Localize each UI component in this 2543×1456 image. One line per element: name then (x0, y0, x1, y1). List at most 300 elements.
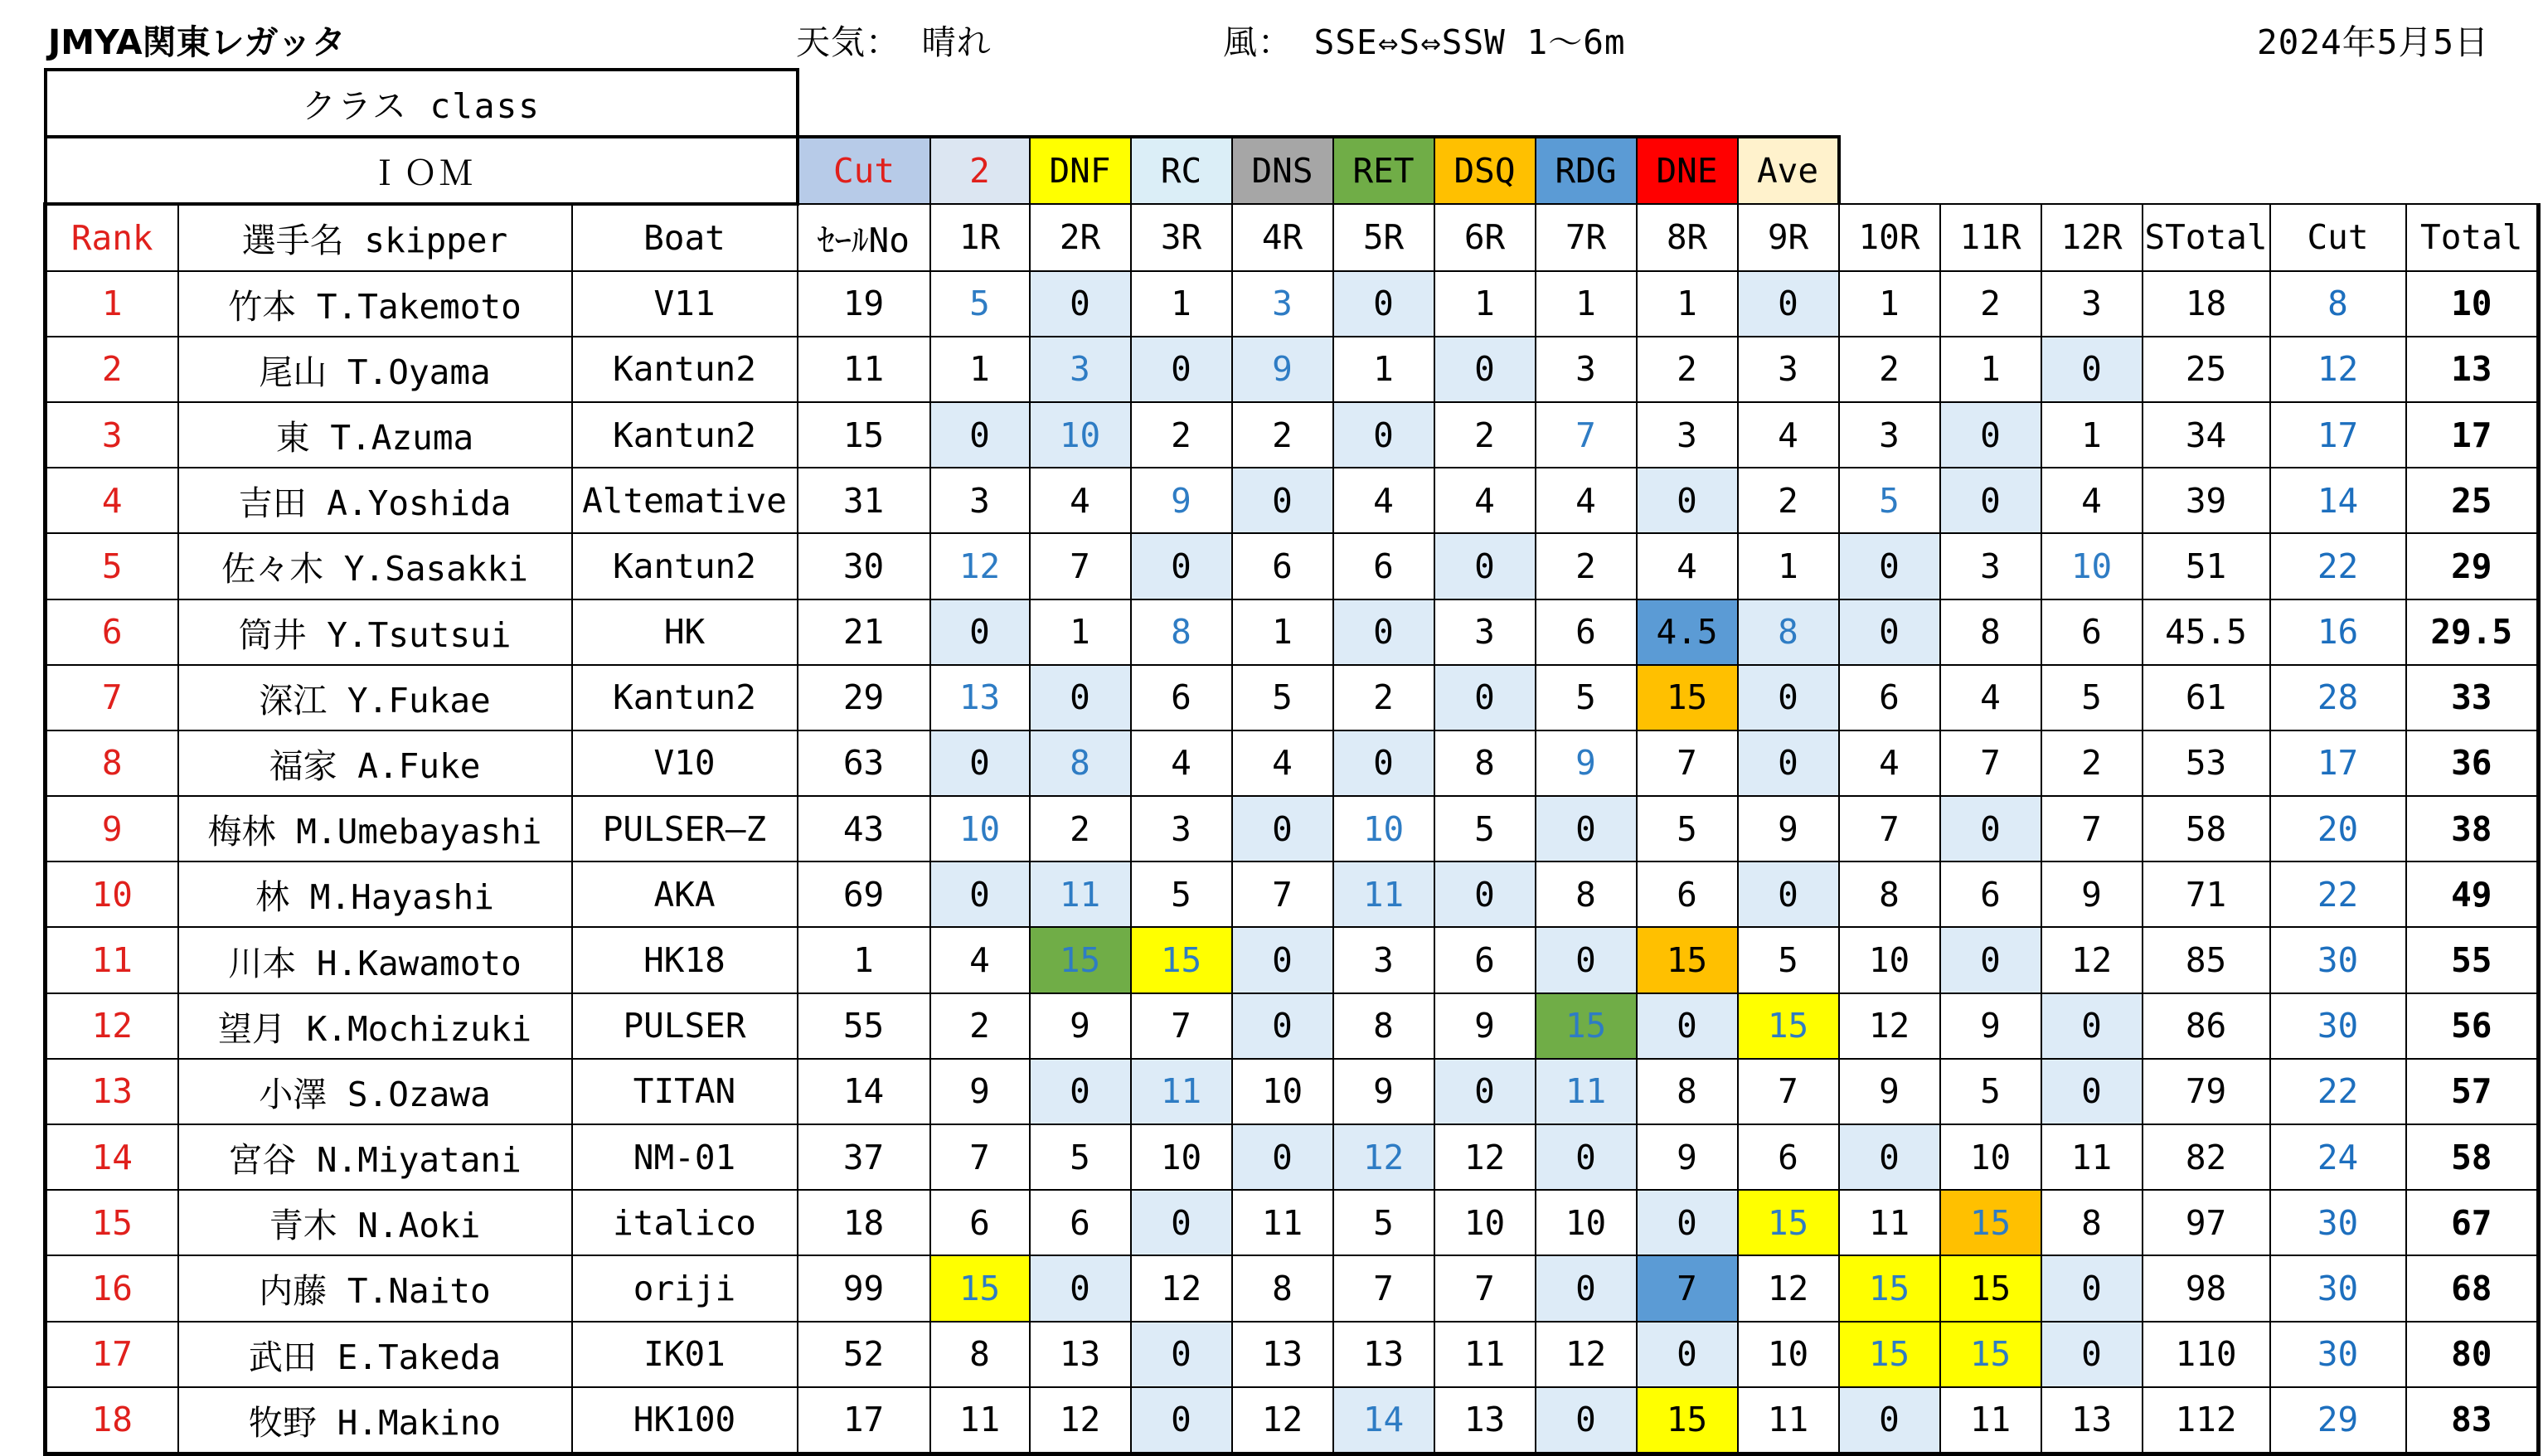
rank-cell: 5 (46, 533, 178, 599)
col-header: 3R (1131, 204, 1232, 270)
rank-cell: 16 (46, 1255, 178, 1321)
race-score-cell: 0 (1434, 861, 1536, 927)
sail-no-cell: 69 (798, 861, 930, 927)
stotal-cell: 110 (2143, 1322, 2270, 1387)
sail-no-cell: 52 (798, 1322, 930, 1387)
rank-cell: 10 (46, 861, 178, 927)
race-score-cell: 7 (1030, 533, 1131, 599)
race-score-cell: 6 (1738, 1124, 1839, 1190)
col-header: 7R (1536, 204, 1637, 270)
total-cell: 58 (2406, 1124, 2539, 1190)
race-score-cell: 0 (1940, 468, 2041, 533)
race-score-cell: 1 (1536, 271, 1637, 337)
col-header: Total (2406, 204, 2539, 270)
race-score-cell: 15 (1940, 1190, 2041, 1255)
race-score-cell: 11 (1839, 1190, 1940, 1255)
race-score-cell: 15 (1637, 1387, 1738, 1454)
race-score-cell: 10 (1131, 1124, 1232, 1190)
race-score-cell: 15 (1940, 1255, 2041, 1321)
stotal-cell: 34 (2143, 402, 2270, 468)
race-score-cell: 1 (1434, 271, 1536, 337)
race-score-cell: 5 (1030, 1124, 1131, 1190)
race-score-cell: 6 (1232, 533, 1333, 599)
race-score-cell: 15 (1536, 993, 1637, 1059)
stotal-cell: 82 (2143, 1124, 2270, 1190)
stotal-cell: 61 (2143, 665, 2270, 730)
race-score-cell: 3 (1434, 599, 1536, 665)
race-score-cell: 6 (930, 1190, 1030, 1255)
cut-cell: 12 (2270, 337, 2406, 402)
race-score-cell: 1 (1940, 337, 2041, 402)
boat-cell: AKA (572, 861, 798, 927)
sail-no-cell: 14 (798, 1059, 930, 1124)
race-score-cell: 10 (2041, 533, 2143, 599)
race-score-cell: 9 (1131, 468, 1232, 533)
race-score-cell: 12 (1030, 1387, 1131, 1454)
race-score-cell: 3 (1738, 337, 1839, 402)
cut-cell: 30 (2270, 927, 2406, 993)
race-score-cell: 0 (1333, 730, 1434, 796)
sail-no-cell: 63 (798, 730, 930, 796)
rank-cell: 8 (46, 730, 178, 796)
race-score-cell: 7 (1637, 730, 1738, 796)
table-row (46, 927, 2539, 993)
race-score-cell: 2 (1333, 665, 1434, 730)
race-score-cell: 0 (1738, 665, 1839, 730)
race-score-cell: 5 (1131, 861, 1232, 927)
boat-cell: Kantun2 (572, 337, 798, 402)
race-score-cell: 0 (2041, 337, 2143, 402)
boat-cell: HK18 (572, 927, 798, 993)
rank-cell: 14 (46, 1124, 178, 1190)
table-row (46, 468, 2539, 533)
race-score-cell: 6 (1434, 927, 1536, 993)
race-score-cell: 5 (1940, 1059, 2041, 1124)
race-score-cell: 8 (1333, 993, 1434, 1059)
race-score-cell: 6 (1637, 861, 1738, 927)
race-score-cell: 0 (930, 599, 1030, 665)
table-row (46, 1059, 2539, 1124)
rank-cell: 1 (46, 271, 178, 337)
race-score-cell: 12 (1232, 1387, 1333, 1454)
race-score-cell: 2 (1434, 402, 1536, 468)
table-row (46, 599, 2539, 665)
stotal-cell: 71 (2143, 861, 2270, 927)
race-score-cell: 11 (1738, 1387, 1839, 1454)
race-score-cell: 0 (1839, 599, 1940, 665)
legend-ret: RET (1333, 137, 1434, 204)
total-cell: 36 (2406, 730, 2539, 796)
class-label-cell: クラス class (46, 70, 798, 137)
total-cell: 29 (2406, 533, 2539, 599)
race-score-cell: 0 (930, 861, 1030, 927)
race-score-cell: 11 (1030, 861, 1131, 927)
col-header: 2R (1030, 204, 1131, 270)
race-score-cell: 9 (930, 1059, 1030, 1124)
sail-no-cell: 43 (798, 796, 930, 861)
race-score-cell: 0 (1232, 993, 1333, 1059)
stotal-cell: 97 (2143, 1190, 2270, 1255)
skipper-cell: 尾山 T.Oyama (178, 337, 572, 402)
cut-cell: 17 (2270, 402, 2406, 468)
race-score-cell: 13 (1232, 1322, 1333, 1387)
table-row (46, 665, 2539, 730)
cut-cell: 14 (2270, 468, 2406, 533)
race-score-cell: 9 (1536, 730, 1637, 796)
total-cell: 56 (2406, 993, 2539, 1059)
race-score-cell: 12 (1434, 1124, 1536, 1190)
race-score-cell: 15 (1131, 927, 1232, 993)
cut-cell: 28 (2270, 665, 2406, 730)
race-score-cell: 1 (1333, 337, 1434, 402)
legend-ave: Ave (1738, 137, 1839, 204)
skipper-cell: 福家 A.Fuke (178, 730, 572, 796)
race-score-cell: 1 (930, 337, 1030, 402)
race-score-cell: 0 (1637, 1322, 1738, 1387)
legend-2: 2 (930, 137, 1030, 204)
skipper-cell: 東 T.Azuma (178, 402, 572, 468)
race-score-cell: 6 (1536, 599, 1637, 665)
race-score-cell: 0 (1434, 665, 1536, 730)
race-score-cell: 0 (1536, 796, 1637, 861)
cut-cell: 22 (2270, 861, 2406, 927)
rank-cell: 6 (46, 599, 178, 665)
race-score-cell: 10 (1434, 1190, 1536, 1255)
race-score-cell: 8 (1839, 861, 1940, 927)
race-score-cell: 4 (930, 927, 1030, 993)
race-score-cell: 11 (930, 1387, 1030, 1454)
rank-cell: 15 (46, 1190, 178, 1255)
col-header: Rank (46, 204, 178, 270)
race-score-cell: 7 (1333, 1255, 1434, 1321)
race-score-cell: 0 (2041, 1059, 2143, 1124)
race-score-cell: 0 (1232, 1124, 1333, 1190)
race-score-cell: 12 (930, 533, 1030, 599)
sail-no-cell: 1 (798, 927, 930, 993)
race-score-cell: 15 (1738, 1190, 1839, 1255)
race-score-cell: 12 (2041, 927, 2143, 993)
race-score-cell: 0 (1131, 1190, 1232, 1255)
race-score-cell: 8 (1940, 599, 2041, 665)
race-score-cell: 5 (1232, 665, 1333, 730)
race-score-cell: 8 (930, 1322, 1030, 1387)
race-score-cell: 4 (1738, 402, 1839, 468)
race-score-cell: 9 (1738, 796, 1839, 861)
race-score-cell: 13 (1030, 1322, 1131, 1387)
race-score-cell: 5 (1839, 468, 1940, 533)
total-cell: 83 (2406, 1387, 2539, 1454)
total-cell: 33 (2406, 665, 2539, 730)
race-score-cell: 5 (2041, 665, 2143, 730)
skipper-cell: 内藤 T.Naito (178, 1255, 572, 1321)
total-cell: 80 (2406, 1322, 2539, 1387)
col-header: ｾｰﾙNo (798, 204, 930, 270)
race-score-cell: 12 (1131, 1255, 1232, 1321)
race-score-cell: 4 (1434, 468, 1536, 533)
race-score-cell: 5 (1738, 927, 1839, 993)
race-score-cell: 6 (1030, 1190, 1131, 1255)
race-score-cell: 4 (1333, 468, 1434, 533)
sail-no-cell: 17 (798, 1387, 930, 1454)
cut-cell: 16 (2270, 599, 2406, 665)
wind-text: 風： SSE⇔S⇔SSW 1～6m (1223, 22, 1626, 62)
total-cell: 57 (2406, 1059, 2539, 1124)
table-row (46, 402, 2539, 468)
race-score-cell: 5 (1434, 796, 1536, 861)
race-score-cell: 3 (1940, 533, 2041, 599)
total-cell: 29.5 (2406, 599, 2539, 665)
cut-cell: 30 (2270, 1190, 2406, 1255)
cut-cell: 20 (2270, 796, 2406, 861)
rank-cell: 7 (46, 665, 178, 730)
race-score-cell: 2 (1839, 337, 1940, 402)
stotal-cell: 51 (2143, 533, 2270, 599)
rank-cell: 9 (46, 796, 178, 861)
total-cell: 68 (2406, 1255, 2539, 1321)
skipper-cell: 梅林 M.Umebayashi (178, 796, 572, 861)
stotal-cell: 39 (2143, 468, 2270, 533)
boat-cell: Kantun2 (572, 665, 798, 730)
race-score-cell: 7 (1536, 402, 1637, 468)
race-score-cell: 8 (1637, 1059, 1738, 1124)
cut-cell: 30 (2270, 1322, 2406, 1387)
race-score-cell: 2 (1536, 533, 1637, 599)
skipper-cell: 小澤 S.Ozawa (178, 1059, 572, 1124)
race-score-cell: 2 (1030, 796, 1131, 861)
stotal-cell: 79 (2143, 1059, 2270, 1124)
race-score-cell: 13 (2041, 1387, 2143, 1454)
col-header: 1R (930, 204, 1030, 270)
sail-no-cell: 18 (798, 1190, 930, 1255)
race-score-cell: 5 (930, 271, 1030, 337)
race-score-cell: 9 (1839, 1059, 1940, 1124)
race-score-cell: 0 (1333, 599, 1434, 665)
skipper-cell: 武田 E.Takeda (178, 1322, 572, 1387)
race-score-cell: 9 (1232, 337, 1333, 402)
race-score-cell: 0 (1637, 993, 1738, 1059)
rank-cell: 17 (46, 1322, 178, 1387)
col-header: STotal (2143, 204, 2270, 270)
race-score-cell: 10 (1536, 1190, 1637, 1255)
race-score-cell: 12 (1839, 993, 1940, 1059)
rank-cell: 3 (46, 402, 178, 468)
legend-rdg: RDG (1536, 137, 1637, 204)
legend-dne: DNE (1637, 137, 1738, 204)
race-score-cell: 9 (1940, 993, 2041, 1059)
race-score-cell: 13 (1434, 1387, 1536, 1454)
table-row (46, 271, 2539, 337)
race-score-cell: 6 (1131, 665, 1232, 730)
race-score-cell: 12 (1738, 1255, 1839, 1321)
table-row (46, 1190, 2539, 1255)
col-header: 9R (1738, 204, 1839, 270)
race-score-cell: 3 (1030, 337, 1131, 402)
race-score-cell: 0 (1536, 1387, 1637, 1454)
boat-cell: PULSER―Z (572, 796, 798, 861)
race-score-cell: 3 (930, 468, 1030, 533)
race-score-cell: 4 (1536, 468, 1637, 533)
cut-cell: 8 (2270, 271, 2406, 337)
race-score-cell: 3 (1131, 796, 1232, 861)
table-row (46, 861, 2539, 927)
results-sheet (43, 68, 2541, 1456)
sail-no-cell: 29 (798, 665, 930, 730)
race-score-cell: 3 (1637, 402, 1738, 468)
boat-cell: Altemative (572, 468, 798, 533)
race-score-cell: 4.5 (1637, 599, 1738, 665)
results-table (43, 68, 2541, 1456)
race-score-cell: 8 (1738, 599, 1839, 665)
legend-dns: DNS (1232, 137, 1333, 204)
race-score-cell: 0 (1940, 796, 2041, 861)
race-score-cell: 15 (1030, 927, 1131, 993)
race-score-cell: 7 (1637, 1255, 1738, 1321)
stotal-cell: 112 (2143, 1387, 2270, 1454)
total-cell: 67 (2406, 1190, 2539, 1255)
stotal-cell: 58 (2143, 796, 2270, 861)
boat-cell: Kantun2 (572, 402, 798, 468)
table-row (46, 1255, 2539, 1321)
race-score-cell: 7 (930, 1124, 1030, 1190)
race-score-cell: 11 (1232, 1190, 1333, 1255)
stotal-cell: 53 (2143, 730, 2270, 796)
total-cell: 10 (2406, 271, 2539, 337)
boat-cell: NM-01 (572, 1124, 798, 1190)
cut-cell: 22 (2270, 533, 2406, 599)
race-score-cell: 0 (1738, 861, 1839, 927)
col-header: Cut (2270, 204, 2406, 270)
race-score-cell: 2 (1738, 468, 1839, 533)
table-row (46, 533, 2539, 599)
cut-cell: 22 (2270, 1059, 2406, 1124)
cut-cell: 24 (2270, 1124, 2406, 1190)
race-score-cell: 10 (1030, 402, 1131, 468)
race-score-cell: 0 (1232, 927, 1333, 993)
total-cell: 13 (2406, 337, 2539, 402)
race-score-cell: 8 (2041, 1190, 2143, 1255)
race-score-cell: 4 (1131, 730, 1232, 796)
col-header: 8R (1637, 204, 1738, 270)
table-row (46, 993, 2539, 1059)
race-score-cell: 0 (1030, 1059, 1131, 1124)
race-score-cell: 1 (1030, 599, 1131, 665)
boat-cell: HK100 (572, 1387, 798, 1454)
col-header: Boat (572, 204, 798, 270)
sail-no-cell: 37 (798, 1124, 930, 1190)
skipper-cell: 望月 K.Mochizuki (178, 993, 572, 1059)
race-score-cell: 6 (1333, 533, 1434, 599)
stotal-cell: 25 (2143, 337, 2270, 402)
col-header: 12R (2041, 204, 2143, 270)
race-score-cell: 0 (1030, 271, 1131, 337)
race-score-cell: 8 (1232, 1255, 1333, 1321)
sail-no-cell: 31 (798, 468, 930, 533)
legend-dsq: DSQ (1434, 137, 1536, 204)
sail-no-cell: 11 (798, 337, 930, 402)
race-score-cell: 0 (1637, 1190, 1738, 1255)
total-cell: 49 (2406, 861, 2539, 927)
race-score-cell: 0 (1839, 533, 1940, 599)
race-score-cell: 15 (930, 1255, 1030, 1321)
race-score-cell: 1 (1637, 271, 1738, 337)
stotal-cell: 86 (2143, 993, 2270, 1059)
race-score-cell: 0 (1131, 337, 1232, 402)
race-score-cell: 3 (1232, 271, 1333, 337)
skipper-cell: 佐々木 Y.Sasakki (178, 533, 572, 599)
race-score-cell: 11 (2041, 1124, 2143, 1190)
sail-no-cell: 55 (798, 993, 930, 1059)
regatta-title: JMYA関東レガッタ (48, 22, 346, 62)
race-score-cell: 0 (1434, 1059, 1536, 1124)
race-score-cell: 5 (1637, 796, 1738, 861)
race-score-cell: 0 (1839, 1387, 1940, 1454)
race-score-cell: 4 (1637, 533, 1738, 599)
race-score-cell: 15 (1637, 927, 1738, 993)
race-score-cell: 6 (1839, 665, 1940, 730)
race-score-cell: 2 (2041, 730, 2143, 796)
stotal-cell: 85 (2143, 927, 2270, 993)
class-name-cell: ＩＯＭ (46, 137, 798, 204)
race-score-cell: 1 (1131, 271, 1232, 337)
boat-cell: PULSER (572, 993, 798, 1059)
legend-rc: RC (1131, 137, 1232, 204)
cut-cell: 30 (2270, 1255, 2406, 1321)
rank-cell: 13 (46, 1059, 178, 1124)
race-score-cell: 0 (1030, 1255, 1131, 1321)
race-score-cell: 6 (1940, 861, 2041, 927)
boat-cell: V10 (572, 730, 798, 796)
race-score-cell: 11 (1434, 1322, 1536, 1387)
race-score-cell: 0 (1434, 337, 1536, 402)
rank-cell: 2 (46, 337, 178, 402)
race-score-cell: 2 (1637, 337, 1738, 402)
race-score-cell: 3 (2041, 271, 2143, 337)
sail-no-cell: 19 (798, 271, 930, 337)
race-score-cell: 9 (1333, 1059, 1434, 1124)
race-score-cell: 1 (2041, 402, 2143, 468)
race-score-cell: 9 (1434, 993, 1536, 1059)
race-score-cell: 8 (1434, 730, 1536, 796)
race-score-cell: 10 (1738, 1322, 1839, 1387)
skipper-cell: 竹本 T.Takemoto (178, 271, 572, 337)
race-score-cell: 0 (1131, 1387, 1232, 1454)
race-score-cell: 7 (1131, 993, 1232, 1059)
race-score-cell: 7 (1434, 1255, 1536, 1321)
race-score-cell: 4 (1030, 468, 1131, 533)
table-row (46, 337, 2539, 402)
race-score-cell: 0 (1333, 402, 1434, 468)
race-score-cell: 2 (930, 993, 1030, 1059)
race-score-cell: 7 (2041, 796, 2143, 861)
stotal-cell: 18 (2143, 271, 2270, 337)
skipper-cell: 宮谷 N.Miyatani (178, 1124, 572, 1190)
skipper-cell: 川本 H.Kawamoto (178, 927, 572, 993)
race-score-cell: 2 (1131, 402, 1232, 468)
skipper-cell: 筒井 Y.Tsutsui (178, 599, 572, 665)
race-score-cell: 0 (1940, 927, 2041, 993)
total-cell: 38 (2406, 796, 2539, 861)
race-score-cell: 8 (1131, 599, 1232, 665)
boat-cell: V11 (572, 271, 798, 337)
boat-cell: italico (572, 1190, 798, 1255)
table-row (46, 730, 2539, 796)
race-score-cell: 0 (1536, 1255, 1637, 1321)
skipper-cell: 青木 N.Aoki (178, 1190, 572, 1255)
rank-cell: 12 (46, 993, 178, 1059)
race-score-cell: 15 (1839, 1255, 1940, 1321)
race-score-cell: 15 (1738, 993, 1839, 1059)
boat-cell: TITAN (572, 1059, 798, 1124)
